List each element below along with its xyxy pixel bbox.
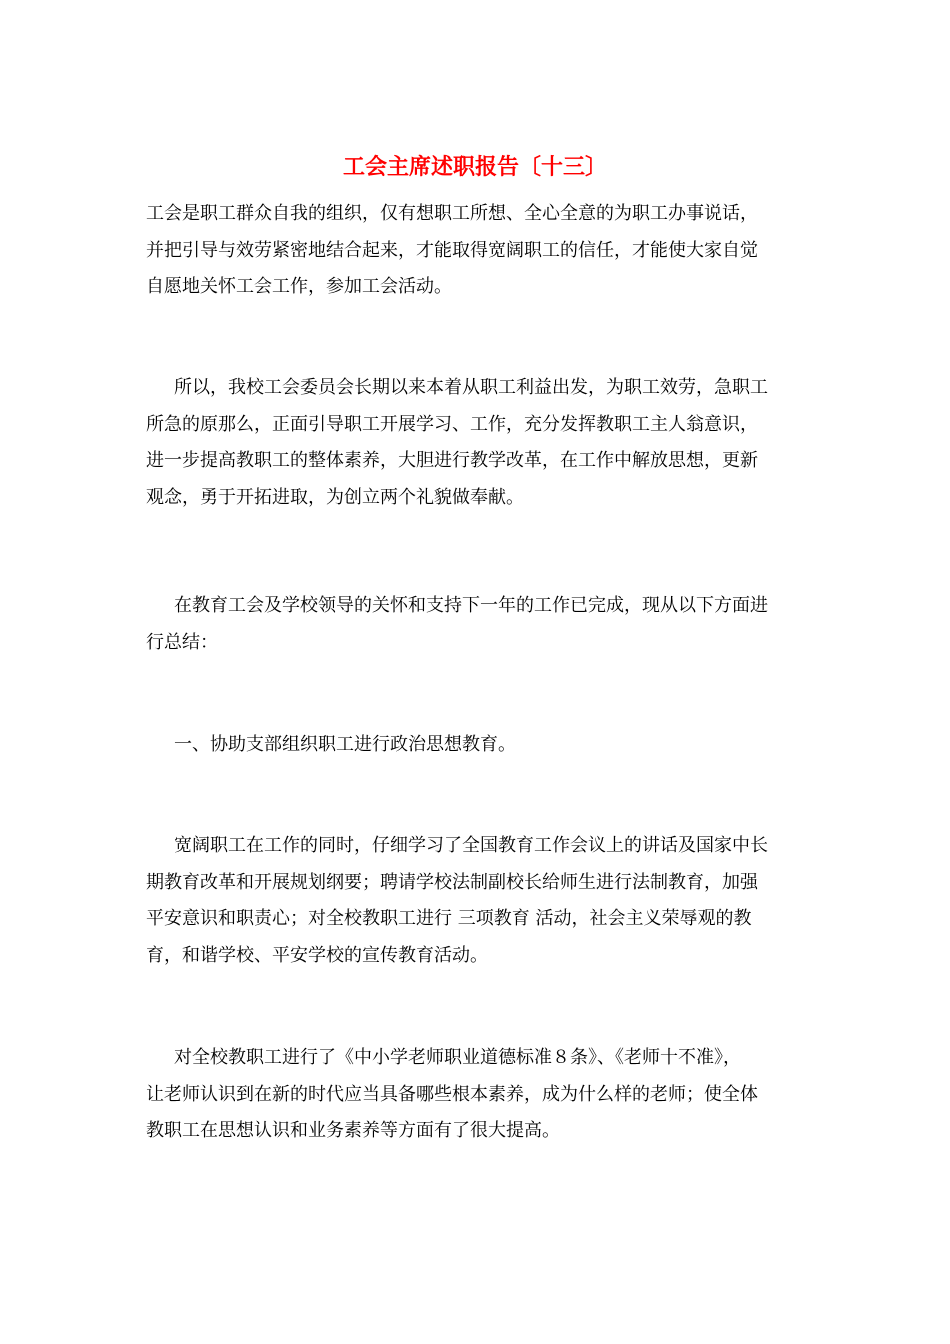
paragraph-line: 并把引导与效劳紧密地结合起来，才能取得宽阔职工的信任，才能使大家自觉 (146, 239, 758, 261)
paragraph-line: 期教育改革和开展规划纲要；聘请学校法制副校长给师生进行法制教育，加强 (146, 871, 758, 893)
paragraph-line: 自愿地关怀工会工作，参加工会活动。 (146, 276, 452, 297)
paragraph-line: 行总结： (146, 631, 218, 653)
paragraph-summary-intro (146, 588, 806, 661)
paragraph-line: 宽阔职工在工作的同时，仔细学习了全国教育工作会议上的讲话及国家中长 (174, 835, 768, 856)
paragraph-line: 进一步提高教职工的整体素养，大胆进行教学改革，在工作中解放思想，更新 (146, 450, 758, 471)
paragraph-line: 育，和谐学校、平安学校的宣传教育活动。 (146, 944, 488, 966)
paragraph-line: 工会是职工群众自我的组织，仅有想职工所想、全心全意的为职工办事说话， (146, 203, 758, 224)
paragraph-line: 平安意识和职责心；对全校教职工进行 三项教育 活动，社会主义荣辱观的教 (146, 908, 752, 929)
paragraph-line: 对全校教职工进行了《中小学老师职业道德标准８条》、《老师十不准》， (174, 1047, 741, 1068)
paragraph-line: 所急的原那么，正面引导职工开展学习、工作，充分发挥教职工主人翁意识， (146, 413, 758, 435)
paragraph-line: 在教育工会及学校领导的关怀和支持下一年的工作已完成，现从以下方面进 (174, 595, 768, 616)
paragraph-purpose (146, 370, 806, 516)
paragraph-line: 所以，我校工会委员会长期以来本着从职工利益出发，为职工效劳，急职工 (174, 377, 768, 398)
section-heading-1 (146, 727, 806, 764)
paragraph-line: 观念，勇于开拓进取，为创立两个礼貌做奉献。 (146, 486, 524, 508)
paragraph-education (146, 828, 806, 974)
document-title: 工会主席述职报告〔十三〕 (342, 154, 607, 180)
paragraph-line: 让老师认识到在新的时代应当具备哪些根本素养，成为什么样的老师；使全体 (146, 1083, 758, 1105)
paragraph-line: 一、协助支部组织职工进行政治思想教育。 (174, 734, 516, 755)
paragraph-line: 教职工在思想认识和业务素养等方面有了很大提高。 (146, 1120, 560, 1141)
paragraph-intro (146, 196, 806, 306)
paragraph-ethics (146, 1040, 806, 1150)
